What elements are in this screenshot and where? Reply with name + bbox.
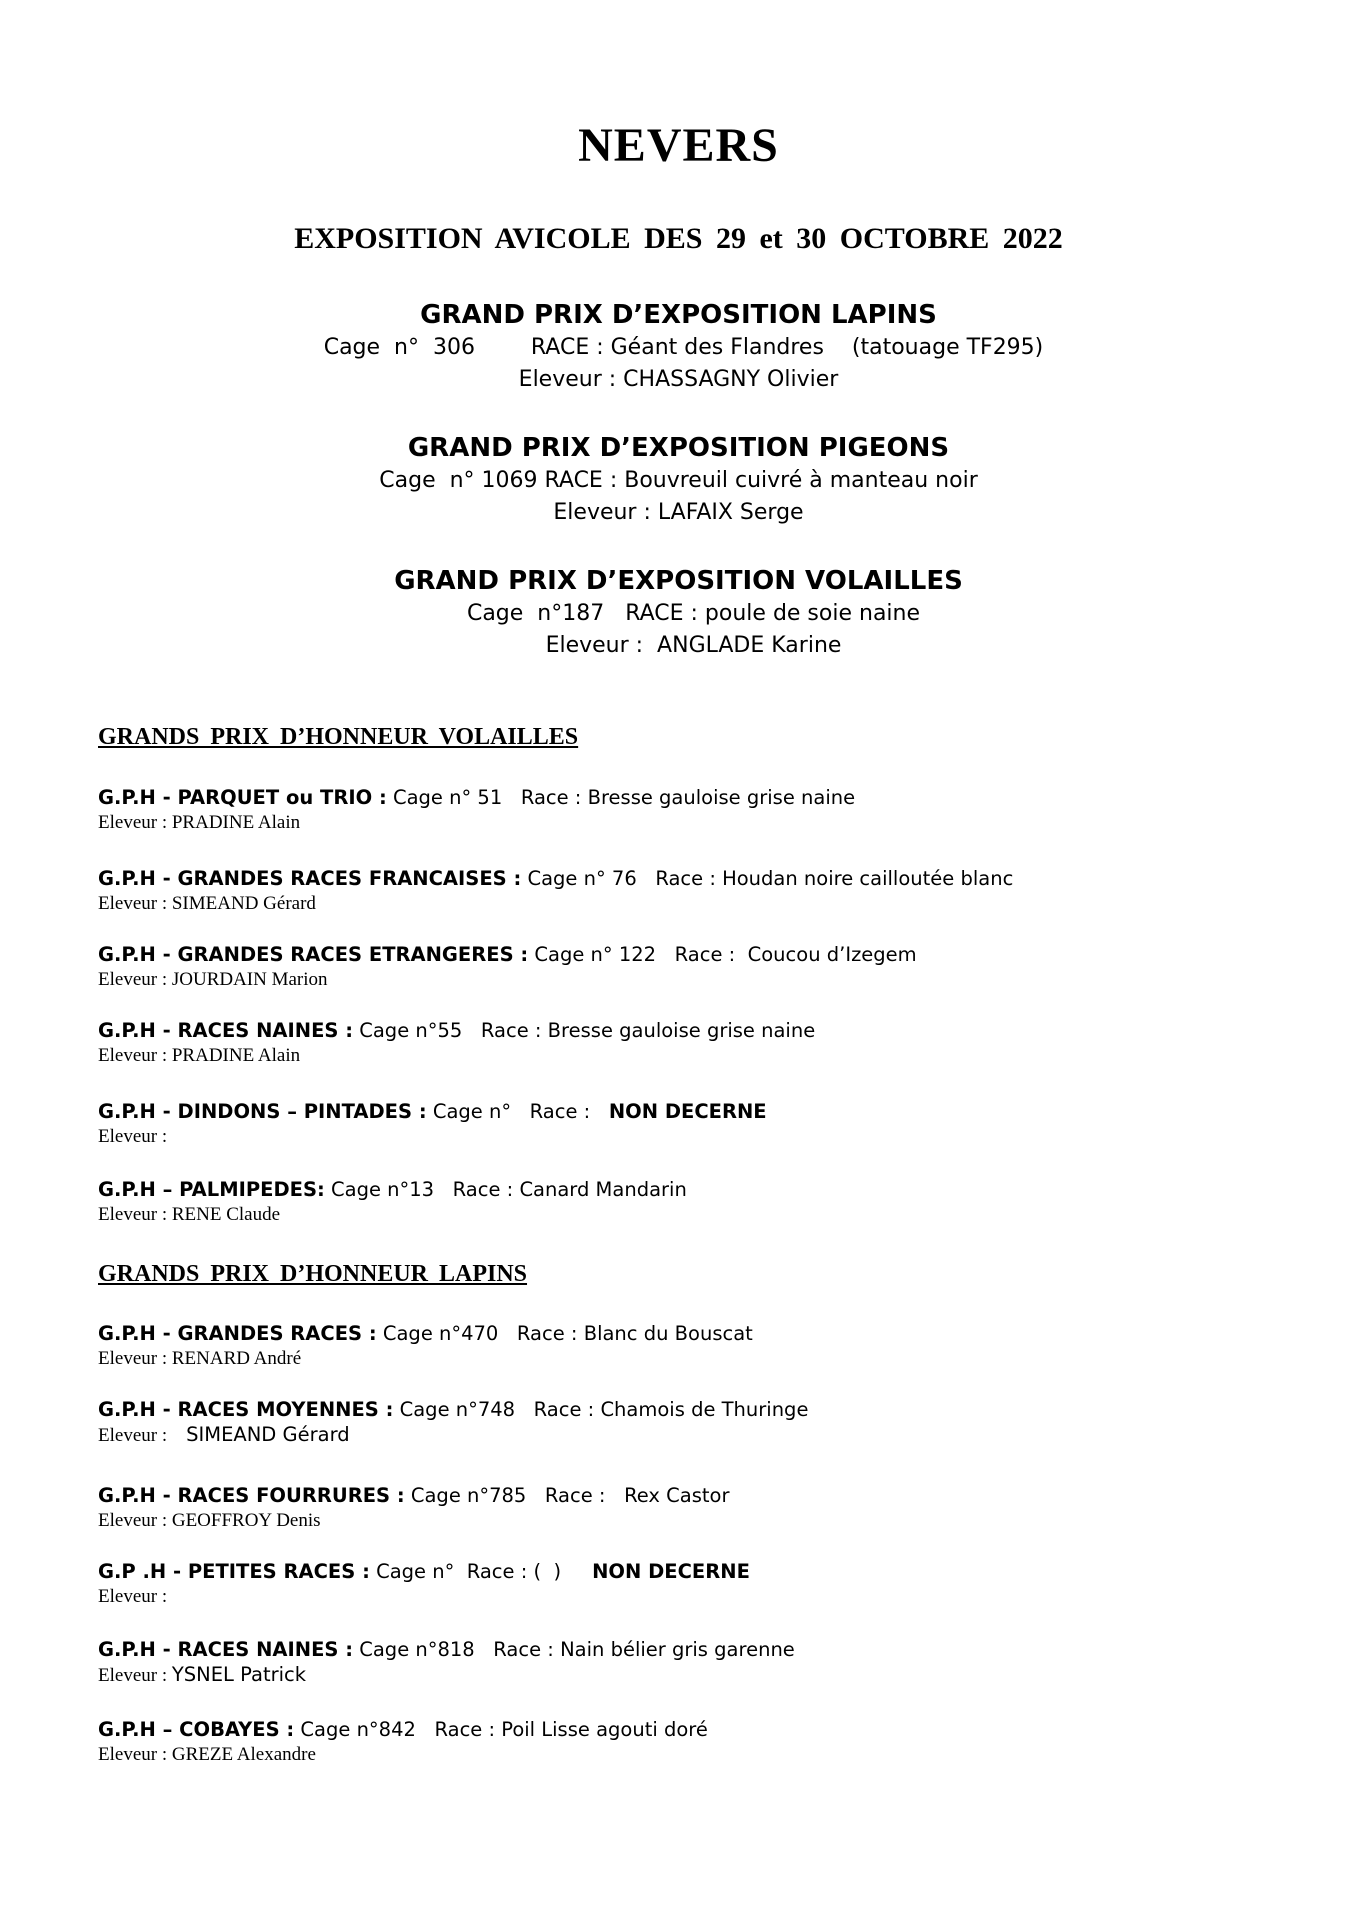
grand-prix-eleveur-line: Eleveur : CHASSAGNY Olivier (518, 367, 839, 392)
award-details: Cage n° 51 Race : Bresse gauloise grise naine (386, 786, 856, 809)
award-details: Cage n° Race : (426, 1100, 609, 1123)
award-category: G.P.H - RACES NAINES : (98, 1019, 354, 1042)
grand-prix-cage-line: Cage n° 306 RACE : Géant des Flandres (tatouage TF295) (323, 335, 1044, 360)
award-category: G.P.H – PALMIPEDES: (98, 1178, 325, 1201)
grand-prix-eleveur-line: Eleveur : ANGLADE Karine (545, 633, 842, 658)
grand-prix-eleveur-line: Eleveur : LAFAIX Serge (553, 500, 804, 525)
award-category: G.P.H - RACES FOURRURES : (98, 1484, 405, 1507)
eleveur-name: GEOFFROY Denis (171, 1510, 321, 1531)
award-entry (98, 785, 1248, 835)
award-details: Cage n°748 Race : Chamois de Thuringe (393, 1398, 809, 1421)
award-category: G.P.H - RACES NAINES : (98, 1638, 354, 1661)
eleveur-name: RENE Claude (171, 1204, 281, 1225)
page-subtitle: EXPOSITION AVICOLE DES 29 et 30 OCTOBRE 2022 (294, 222, 1063, 255)
grand-prix-cage-line: Cage n°187 RACE : poule de soie naine (466, 601, 921, 626)
section-title-volailles: GRANDS PRIX D’HONNEUR VOLAILLES (98, 724, 579, 750)
eleveur-label: Eleveur : (98, 1586, 172, 1607)
award-details: Cage n°842 Race : Poil Lisse agouti doré (294, 1718, 708, 1741)
eleveur-name: PRADINE Alain (171, 1045, 301, 1066)
section-title-lapins: GRANDS PRIX D’HONNEUR LAPINS (98, 1261, 528, 1287)
page-title: NEVERS (578, 119, 779, 172)
award-entry (98, 1637, 1248, 1688)
award-details: Cage n°13 Race : Canard Mandarin (324, 1178, 687, 1201)
award-details: Cage n°55 Race : Bresse gauloise grise naine (353, 1019, 816, 1042)
grand-prix-lapins (0, 298, 1357, 396)
award-entry (98, 1397, 1248, 1448)
award-entry (98, 1483, 1248, 1533)
award-category: G.P.H - GRANDES RACES : (98, 1322, 377, 1345)
eleveur-name: PRADINE Alain (171, 812, 301, 833)
award-entry (98, 1717, 1248, 1767)
eleveur-name: RENARD André (171, 1348, 302, 1369)
eleveur-label: Eleveur : (98, 893, 172, 914)
award-entry (98, 1559, 1248, 1609)
award-entry (98, 866, 1248, 916)
award-entry (98, 942, 1248, 992)
eleveur-name: YSNEL Patrick (171, 1663, 307, 1686)
award-details: Cage n° 122 Race : Coucou d’Izegem (528, 943, 917, 966)
award-entry (98, 1099, 1248, 1149)
eleveur-label: Eleveur : (98, 1348, 172, 1369)
not-awarded-note: NON DECERNE (608, 1100, 767, 1123)
eleveur-name: SIMEAND Gérard (171, 893, 316, 914)
award-details: Cage n° 76 Race : Houdan noire cailloutée blanc (521, 867, 1014, 890)
award-entry (98, 1177, 1248, 1227)
grand-prix-cage-line: Cage n° 1069 RACE : Bouvreuil cuivré à manteau noir (379, 468, 978, 493)
not-awarded-note: NON DECERNE (592, 1560, 750, 1583)
award-details: Cage n° Race : ( ) (369, 1560, 593, 1583)
eleveur-name: JOURDAIN Marion (171, 969, 328, 990)
award-category: G.P.H - DINDONS – PINTADES : (98, 1100, 427, 1123)
eleveur-label: Eleveur : (98, 969, 172, 990)
award-category: G.P.H - GRANDES RACES ETRANGERES : (98, 943, 529, 966)
eleveur-label: Eleveur : (98, 1425, 187, 1446)
eleveur-label: Eleveur : (98, 1204, 172, 1225)
grand-prix-pigeons (0, 431, 1357, 529)
eleveur-name: GREZE Alexandre (171, 1744, 316, 1765)
award-category: G.P.H - RACES MOYENNES : (98, 1398, 394, 1421)
award-category: G.P.H – COBAYES : (98, 1718, 295, 1741)
award-entry (98, 1321, 1248, 1371)
grand-prix-heading: GRAND PRIX D’EXPOSITION VOLAILLES (394, 566, 963, 596)
eleveur-label: Eleveur : (98, 1126, 172, 1147)
award-details: Cage n°818 Race : Nain bélier gris garenne (353, 1638, 795, 1661)
award-category: G.P.H - PARQUET ou TRIO : (98, 786, 387, 809)
grand-prix-heading: GRAND PRIX D’EXPOSITION PIGEONS (407, 433, 950, 463)
eleveur-label: Eleveur : (98, 1510, 172, 1531)
eleveur-label: Eleveur : (98, 1045, 172, 1066)
award-category: G.P .H - PETITES RACES : (98, 1560, 370, 1583)
eleveur-label: Eleveur : (98, 812, 172, 833)
award-details: Cage n°785 Race : Rex Castor (404, 1484, 730, 1507)
award-details: Cage n°470 Race : Blanc du Bouscat (376, 1322, 753, 1345)
grand-prix-heading: GRAND PRIX D’EXPOSITION LAPINS (420, 300, 937, 330)
eleveur-label: Eleveur : (98, 1744, 172, 1765)
eleveur-name: SIMEAND Gérard (186, 1423, 350, 1446)
award-category: G.P.H - GRANDES RACES FRANCAISES : (98, 867, 522, 890)
award-entry (98, 1018, 1248, 1068)
eleveur-label: Eleveur : (98, 1665, 172, 1686)
grand-prix-volailles (0, 564, 1357, 662)
